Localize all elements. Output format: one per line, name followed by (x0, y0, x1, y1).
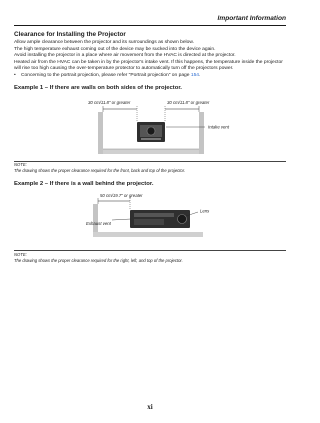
note-2-rule (14, 250, 286, 251)
note-1-label: NOTE: (14, 162, 27, 167)
bullet-dot: • (14, 72, 16, 78)
section-title: Clearance for Installing the Projector (14, 31, 126, 38)
projector-1 (137, 122, 165, 142)
header-rule (14, 25, 286, 26)
paragraph-3: Avoid installing the projector in a place where air movement from the HVAC is directed at the projector. (14, 53, 236, 58)
paragraph-1: Allow ample clearance between the projector and its surroundings as shown below. (14, 40, 194, 45)
floor-strip (93, 232, 203, 237)
bullet-portrait (14, 73, 286, 79)
label-left-clearance: 30 cm/11.8" or greater (88, 100, 131, 105)
page-number: xi (147, 403, 153, 411)
example-1-title: Example 1 – If there are walls on both sides of the projector. (14, 85, 182, 91)
paragraph-2: The high temperature exhaust coming out of the device may be sucked into the device again. (14, 46, 216, 52)
figure-walls-both-sides (0, 96, 300, 158)
label-lens: Lens (200, 208, 210, 214)
label-exhaust-vent: Exhaust vent (86, 221, 111, 226)
note-2-label: NOTE: (14, 252, 27, 257)
label-clearance-50: 50 cm/19.7" or greater (100, 193, 143, 198)
paragraph-4: Heated air from the HVAC can be taken in by the projector's intake vent. If this happens, the temperature inside the projector will rise too high causing the over-temperature protector to automatically turn off the projectors power. (14, 59, 283, 71)
bullet-end: . (199, 72, 201, 78)
note-2-text: The drawing shows the proper clearance required for the right, left, and top of the projector. (14, 257, 183, 263)
projector-2 (130, 210, 190, 228)
figure-wall-behind (0, 192, 300, 240)
page-link[interactable]: 154 (190, 72, 200, 78)
note-1-text: The drawing shows the proper clearance required for the front, back and top of the projector. (14, 167, 186, 173)
right-wall (199, 112, 204, 154)
note-1-rule (14, 161, 286, 162)
label-intake-vent: Intake vent (208, 124, 230, 130)
header-title: Important Information (217, 15, 286, 22)
left-wall (98, 112, 103, 154)
label-right-clearance: 30 cm/11.8" or greater (167, 100, 210, 105)
exhaust-leader (112, 219, 131, 220)
bullet-text: Concerning to the portrait projection, please refer "Portrait projection" on page (21, 72, 191, 78)
example-2-title: Example 2 – If there is a wall behind the projector. (14, 181, 154, 187)
